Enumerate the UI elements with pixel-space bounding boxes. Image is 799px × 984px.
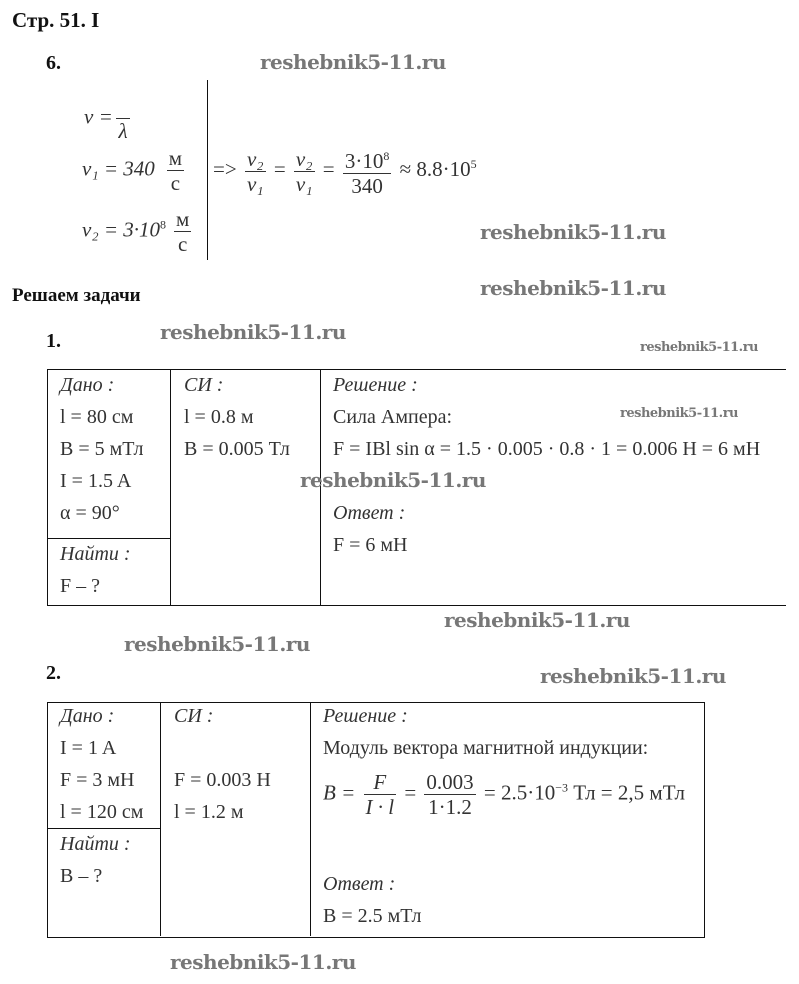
find-column: Найти : B – ? xyxy=(60,833,131,887)
solution-column: Решение : Сила Ампера: F = IBl sin α = 1.5 · 0.005 · 0.8 · 1 = 0.006 H = 6 мН Ответ : F = 6 мН xyxy=(333,374,761,556)
watermark: reshebnik5-11.ru xyxy=(260,50,446,74)
section-title: Решаем задачи xyxy=(12,285,141,306)
formula-b: B = $\frac{F}{I \cdot l}$ = $\frac{0.003}{1\cdot 1.2}$ = $2.5\cdot 10^{-3}$ Тл = 2,5 мТл xyxy=(323,770,685,819)
watermark: reshebnik5-11.ru xyxy=(480,276,666,300)
formula-nu: ν = λ xyxy=(84,94,133,143)
watermark: reshebnik5-11.ru xyxy=(124,632,310,656)
problem-number: 2. xyxy=(46,662,61,684)
given-column: Дано : I = 1 A F = 3 мН l = 120 см xyxy=(60,705,144,823)
si-column: СИ : l = 0.8 м B = 0.005 Тл xyxy=(184,374,290,460)
watermark: reshebnik5-11.ru xyxy=(160,320,346,344)
column-divider xyxy=(310,702,311,936)
watermark: reshebnik5-11.ru xyxy=(620,406,739,421)
solution-column: Решение : Модуль вектора магнитной индукции: xyxy=(323,705,649,759)
si-column: СИ : F = 0.003 H l = 1.2 м xyxy=(174,705,271,823)
watermark: reshebnik5-11.ru xyxy=(170,950,356,974)
watermark: reshebnik5-11.ru xyxy=(480,220,666,244)
problem-number: 1. xyxy=(46,330,61,352)
given-v1: v₁ = 340 $\frac{м}{с}$ xyxy=(82,146,183,195)
given-divider xyxy=(207,80,208,260)
watermark: reshebnik5-11.ru xyxy=(640,340,759,355)
column-divider xyxy=(170,369,171,605)
given-v2: $v_2 = 3\cdot 10^8$ $\frac{м}{с}$ xyxy=(82,207,190,256)
find-column: Найти : F – ? xyxy=(60,543,131,597)
watermark: reshebnik5-11.ru xyxy=(300,468,486,492)
page-title: Стр. 51. I xyxy=(12,8,100,32)
column-divider xyxy=(160,702,161,936)
solution-6: => $\frac{\text{ν₂}}{\text{ν₁}}$ = $\frac{\text{v₂}}{\text{v₁}}$ = $\frac{3\cdot 10^8}{340}$ ≈ $8.8\cdot 10^5$ xyxy=(213,144,477,198)
watermark: reshebnik5-11.ru xyxy=(540,664,726,688)
answer-block: Ответ : B = 2.5 мТл xyxy=(323,873,422,927)
given-column: Дано : l = 80 см B = 5 мТл I = 1.5 A α = 90° xyxy=(60,374,144,524)
watermark: reshebnik5-11.ru xyxy=(444,608,630,632)
task-number: 6. xyxy=(46,52,61,74)
